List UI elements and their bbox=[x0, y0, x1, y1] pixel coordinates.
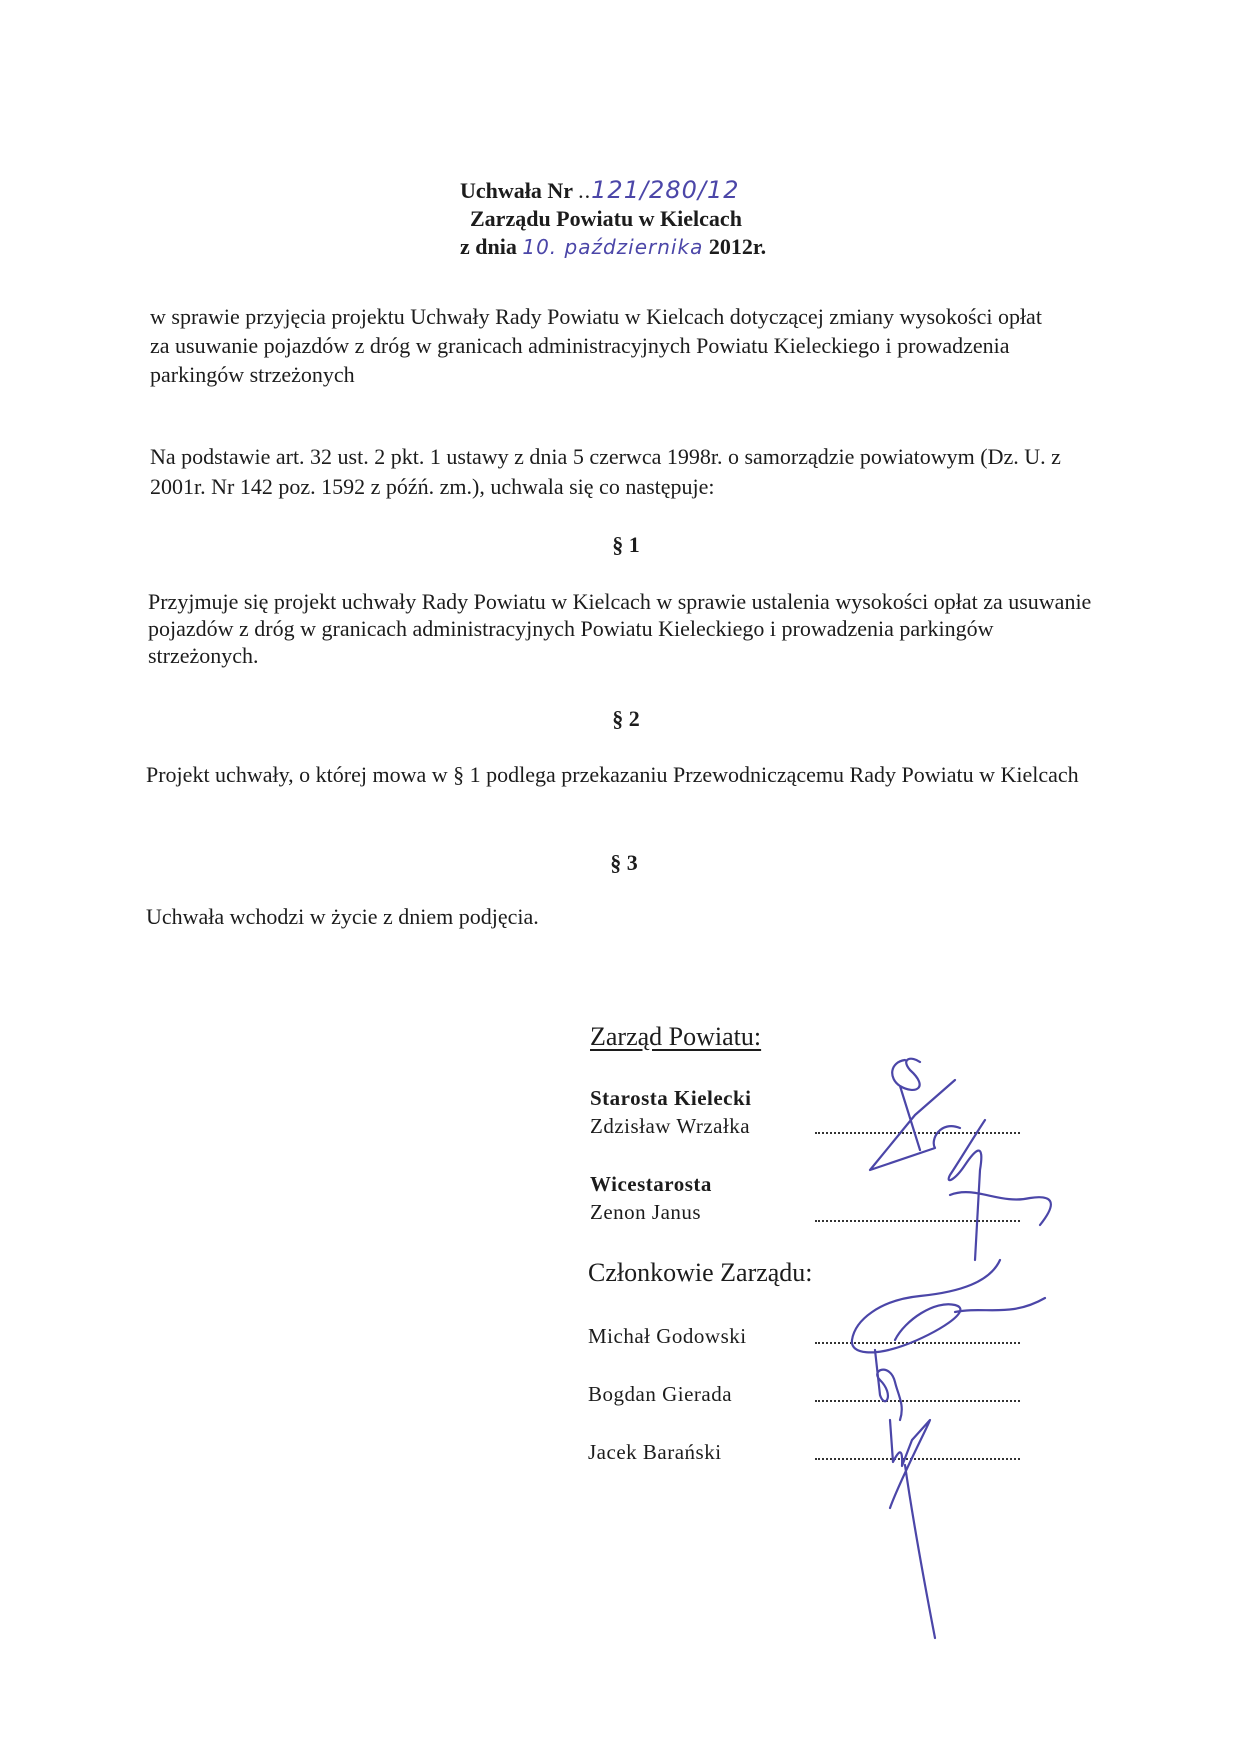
date-line bbox=[460, 233, 880, 261]
member-name: Jacek Barański bbox=[588, 1440, 722, 1464]
starosta-name: Zdzisław Wrzałka bbox=[590, 1114, 751, 1138]
member-name: Bogdan Gierada bbox=[588, 1382, 733, 1406]
signature-line bbox=[815, 1130, 1020, 1134]
section-3-text: Uchwała wchodzi w życie z dniem podjęcia. bbox=[146, 904, 539, 929]
resolution-number-line bbox=[460, 176, 880, 205]
resolution-subject: w sprawie przyjęcia projektu Uchwały Rady Powiatu w Kielcach dotyczącej zmiany wysokości opłat za usuwanie pojazdów z dróg w granicach administracyjnych Powiatu Kieleckiego i prowadzenia parkingów strzeżonych bbox=[150, 304, 1042, 387]
title-prefix: Uchwała Nr bbox=[460, 178, 573, 203]
section-2-heading: § 2 bbox=[612, 706, 640, 731]
vice-name: Zenon Janus bbox=[590, 1200, 702, 1224]
member-name: Michał Godowski bbox=[588, 1324, 747, 1348]
date-prefix: z dnia bbox=[460, 234, 517, 259]
signature-line bbox=[815, 1218, 1020, 1222]
board-title: Zarząd Powiatu: bbox=[590, 1022, 762, 1051]
handwritten-date: 10. października bbox=[522, 235, 704, 259]
section-2-text: Projekt uchwały, o której mowa w § 1 podlega przekazaniu Przewodniczącemu Rady Powiatu w Kielcach bbox=[146, 762, 1079, 787]
handwritten-number: 121/280/12 bbox=[591, 176, 740, 204]
issuer: Zarządu Powiatu w Kielcach bbox=[470, 206, 742, 231]
signature-members bbox=[852, 1260, 1045, 1638]
members-title: Członkowie Zarządu: bbox=[588, 1258, 813, 1287]
issuer-line bbox=[460, 205, 880, 233]
signature-line bbox=[815, 1398, 1020, 1402]
vice-role: Wicestarosta bbox=[590, 1172, 712, 1196]
section-1-heading: § 1 bbox=[612, 532, 640, 557]
resolution-header bbox=[460, 176, 880, 261]
starosta-role: Starosta Kielecki bbox=[590, 1086, 752, 1110]
date-year: 2012r. bbox=[708, 234, 767, 259]
section-3-heading: § 3 bbox=[610, 850, 638, 875]
signature-line bbox=[815, 1456, 1020, 1460]
section-1-text: Przyjmuje się projekt uchwały Rady Powiatu w Kielcach w sprawie ustalenia wysokości opłat za usuwanie pojazdów z dróg w granicach administracyjnych Powiatu Kieleckiego i prowadzenia parkingów strzeżonych. bbox=[148, 589, 1092, 668]
signature-starosta bbox=[870, 1059, 960, 1170]
legal-basis: Na podstawie art. 32 ust. 2 pkt. 1 ustawy z dnia 5 czerwca 1998r. o samorządzie powiatowym (Dz. U. z 2001r. Nr 142 poz. 1592 z późń. zm.), uchwala się co następuje: bbox=[150, 444, 1061, 499]
signature-vice bbox=[949, 1120, 1051, 1260]
signature-line bbox=[815, 1340, 1020, 1344]
title-dots: .. bbox=[578, 178, 592, 203]
